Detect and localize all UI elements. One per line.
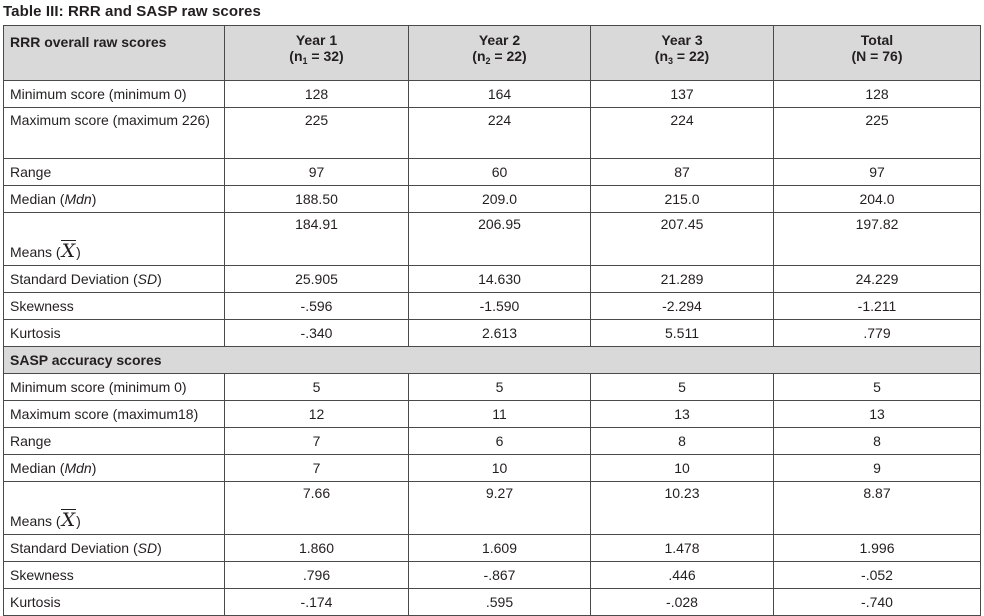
row-label: Skewness: [4, 293, 225, 320]
cell-value: 13: [591, 401, 774, 428]
section-heading-rrr: RRR overall raw scores: [4, 26, 225, 81]
cell-value: 8.87: [774, 482, 981, 535]
cell-value: 11: [409, 401, 591, 428]
cell-value: 225: [225, 108, 409, 159]
cell-value: 184.91: [225, 213, 409, 266]
cell-value: 1.860: [225, 535, 409, 562]
row-label: Median (Mdn): [4, 186, 225, 213]
column-header-year2: [409, 26, 591, 81]
row-label: Range: [4, 159, 225, 186]
cell-value: 60: [409, 159, 591, 186]
cell-value: 128: [774, 81, 981, 108]
cell-value: 10: [591, 455, 774, 482]
cell-value: 204.0: [774, 186, 981, 213]
cell-value: 24.229: [774, 266, 981, 293]
cell-value: 13: [774, 401, 981, 428]
column-name: Year 1: [295, 32, 338, 48]
row-label: Skewness: [4, 562, 225, 589]
cell-value: 2.613: [409, 320, 591, 347]
row-label: Minimum score (minimum 0): [4, 374, 225, 401]
cell-value: 7: [225, 455, 409, 482]
column-sample-size: $(n_1 = 32)$: [289, 48, 344, 66]
table-title: Table III: RRR and SASP raw scores: [3, 3, 261, 20]
cell-value: 10.23: [591, 482, 774, 535]
cell-value: .796: [225, 562, 409, 589]
cell-value: 207.45: [591, 213, 774, 266]
table-row: [4, 159, 981, 186]
cell-value: 137: [591, 81, 774, 108]
row-label: Range: [4, 428, 225, 455]
cell-value: .779: [774, 320, 981, 347]
cell-value: -1.590: [409, 293, 591, 320]
table-row: [4, 81, 981, 108]
cell-value: -2.294: [591, 293, 774, 320]
cell-value: .446: [591, 562, 774, 589]
cell-value: 9: [774, 455, 981, 482]
row-label: Median (Mdn): [4, 455, 225, 482]
row-label: Kurtosis: [4, 320, 225, 347]
cell-value: 21.289: [591, 266, 774, 293]
section-heading-sasp: SASP accuracy scores: [4, 347, 981, 374]
cell-value: -.174: [225, 589, 409, 616]
cell-value: 97: [225, 159, 409, 186]
cell-value: 8: [774, 428, 981, 455]
cell-value: 164: [409, 81, 591, 108]
cell-value: 5: [225, 374, 409, 401]
cell-value: 225: [774, 108, 981, 159]
cell-value: 188.50: [225, 186, 409, 213]
row-label: Means (X): [4, 213, 225, 266]
column-sample-size: (N = 76): [851, 48, 903, 64]
column-sample-size: $(n_3 = 22)$: [654, 48, 710, 66]
cell-value: 5: [591, 374, 774, 401]
table-row: [4, 562, 981, 589]
cell-value: 215.0: [591, 186, 774, 213]
table-row: [4, 482, 981, 535]
cell-value: 209.0: [409, 186, 591, 213]
cell-value: 128: [225, 81, 409, 108]
row-label: Maximum score (maximum 226): [4, 108, 225, 159]
cell-value: 1.478: [591, 535, 774, 562]
cell-value: 5: [409, 374, 591, 401]
cell-value: -.740: [774, 589, 981, 616]
row-label: Standard Deviation (SD): [4, 535, 225, 562]
row-label: Means (X): [4, 482, 225, 535]
section-row-sasp: [4, 347, 981, 374]
cell-value: 97: [774, 159, 981, 186]
cell-value: -.867: [409, 562, 591, 589]
cell-value: 7.66: [225, 482, 409, 535]
column-header-year3: [591, 26, 774, 81]
column-name: Year 2: [478, 32, 521, 48]
table-row: [4, 374, 981, 401]
cell-value: 6: [409, 428, 591, 455]
cell-value: 1.996: [774, 535, 981, 562]
row-label: Minimum score (minimum 0): [4, 81, 225, 108]
cell-value: -1.211: [774, 293, 981, 320]
column-header-total: [774, 26, 981, 81]
column-header-year1: [225, 26, 409, 81]
cell-value: 197.82: [774, 213, 981, 266]
cell-value: 10: [409, 455, 591, 482]
cell-value: 8: [591, 428, 774, 455]
cell-value: -.340: [225, 320, 409, 347]
table-row: [4, 589, 981, 616]
table-row: [4, 213, 981, 266]
row-label: Maximum score (maximum18): [4, 401, 225, 428]
row-label: Standard Deviation (SD): [4, 266, 225, 293]
column-sample-size: $(n_2 = 22)$: [472, 48, 527, 66]
row-label: Kurtosis: [4, 589, 225, 616]
cell-value: 5: [774, 374, 981, 401]
table-row: [4, 293, 981, 320]
column-name: Year 3: [661, 32, 703, 48]
table-row: [4, 186, 981, 213]
table-header-row: [4, 26, 981, 81]
cell-value: 5.511: [591, 320, 774, 347]
cell-value: -.052: [774, 562, 981, 589]
cell-value: .595: [409, 589, 591, 616]
column-name: Total: [860, 32, 894, 48]
table-row: [4, 320, 981, 347]
table-row: [4, 428, 981, 455]
table-row: [4, 401, 981, 428]
x-bar-symbol: X: [61, 509, 76, 531]
x-bar-symbol: X: [61, 240, 76, 262]
cell-value: 224: [409, 108, 591, 159]
table-row: [4, 535, 981, 562]
cell-value: 14.630: [409, 266, 591, 293]
cell-value: 224: [591, 108, 774, 159]
cell-value: -.596: [225, 293, 409, 320]
scores-table: [3, 25, 981, 616]
table-row: [4, 266, 981, 293]
table-row: [4, 108, 981, 159]
cell-value: 206.95: [409, 213, 591, 266]
cell-value: 12: [225, 401, 409, 428]
cell-value: 7: [225, 428, 409, 455]
cell-value: -.028: [591, 589, 774, 616]
cell-value: 87: [591, 159, 774, 186]
table-row: [4, 455, 981, 482]
cell-value: 1.609: [409, 535, 591, 562]
cell-value: 9.27: [409, 482, 591, 535]
cell-value: 25.905: [225, 266, 409, 293]
